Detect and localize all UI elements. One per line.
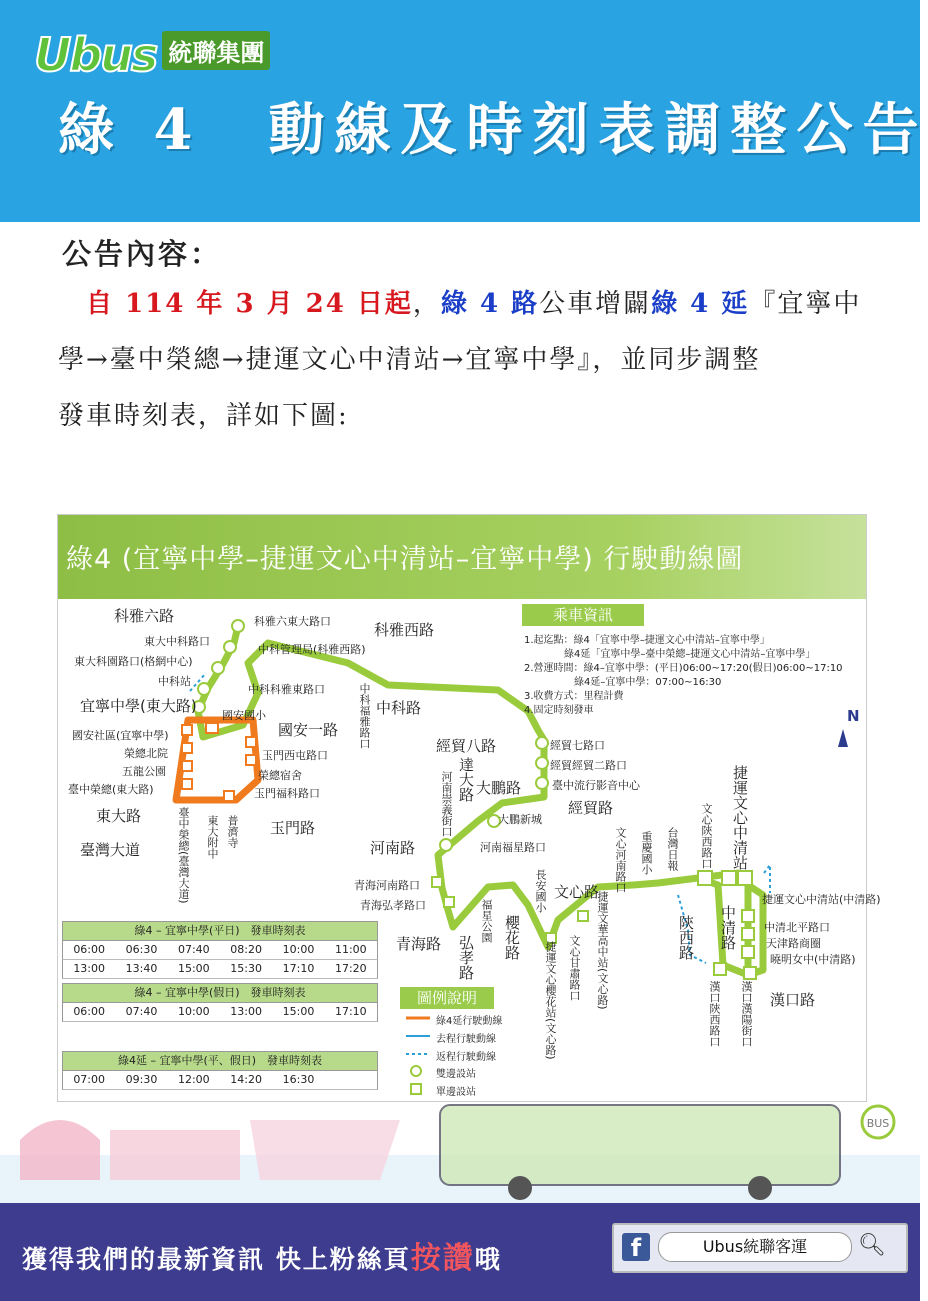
info-line: 綠4延「宜寧中學–臺中榮總–捷運文心中清站–宜寧中學」 — [524, 649, 816, 660]
stop-square — [742, 910, 754, 922]
stop-square — [206, 723, 218, 733]
comma: ， — [412, 289, 441, 319]
time-cell: 17:10 — [282, 962, 315, 975]
stop-square — [742, 946, 754, 958]
time-cell: 07:00 — [73, 1073, 106, 1086]
ubus-logo — [34, 28, 270, 82]
notice-heading: 公告內容： — [62, 237, 223, 271]
stop-square — [742, 928, 754, 940]
map-label: 中科管理局(科雅西路) — [258, 643, 366, 656]
decorative-illustration — [0, 1100, 920, 1203]
time-cell: 17:10 — [334, 1005, 367, 1018]
timetable-row — [62, 1003, 378, 1022]
logo-ubus-text: Ubus — [34, 28, 157, 82]
map-label: 玉門福科路口 — [254, 787, 320, 800]
map-label: 國安國小 — [222, 709, 266, 722]
time-cell: 07:40 — [177, 943, 210, 956]
facebook-search-field[interactable]: Ubus統聯客運 — [658, 1232, 852, 1262]
map-label: 曉明女中(中清路) — [770, 953, 856, 966]
map-label: 科雅六東大路口 — [254, 615, 331, 628]
stop-circle — [536, 737, 548, 749]
route-name: 綠 4 路 — [440, 289, 540, 319]
stop-circle — [232, 620, 244, 632]
stop-square — [698, 871, 712, 885]
footer-text-a: 獲得我們的最新資訊 快上粉絲頁 — [22, 1245, 411, 1274]
map-label: 東大中科路口 — [144, 635, 210, 648]
stop-square — [182, 743, 192, 753]
timetable-head: 綠4 – 宜寧中學(假日) 發車時刻表 — [62, 983, 378, 1003]
timetable-row — [62, 960, 378, 979]
map-label: 河南路 — [370, 839, 416, 857]
time-cell: 12:00 — [177, 1073, 210, 1086]
facebook-icon: f — [622, 1233, 650, 1261]
map-label: 普濟寺 — [226, 815, 239, 848]
map-label: 漢口漢陽街口 — [740, 981, 753, 1047]
map-label: 重慶國小 — [640, 831, 653, 875]
map-label: 宜寧中學(東大路) — [80, 697, 197, 715]
tree-shape — [20, 1120, 100, 1180]
map-label: 長安國小 — [534, 869, 547, 913]
legend-circle — [411, 1066, 421, 1076]
map-label: 經貿七路口 — [550, 739, 605, 752]
time-cell: 06:00 — [73, 1005, 106, 1018]
text-segment: 公車增闢 — [539, 289, 652, 319]
empty-cell — [325, 1071, 377, 1089]
map-label: 臺中榮總(東大路) — [68, 783, 154, 796]
time-cell: 15:00 — [282, 1005, 315, 1018]
map-label: 中清路 — [719, 905, 737, 950]
map-label: 大鵬新城 — [498, 813, 542, 826]
map-label: 東大科園路口(格網中心) — [74, 655, 193, 668]
legend-item: 返程行駛動線 — [436, 1052, 496, 1063]
map-label: 國安一路 — [278, 721, 339, 739]
timetable-head: 綠4延 – 宜寧中學(平、假日) 發車時刻表 — [62, 1051, 378, 1071]
time-cell: 13:40 — [125, 962, 158, 975]
text-segment: 『宜寧中 — [749, 289, 862, 319]
logo-group-text: 統聯集團 — [162, 31, 270, 70]
building-shape — [110, 1130, 240, 1180]
info-line: 3.收費方式：里程計費 — [524, 691, 624, 702]
map-label: 臺中榮總(臺灣大道) — [177, 807, 190, 904]
map-label: 天津路商圈 — [766, 937, 821, 950]
time-cell: 13:00 — [230, 1005, 262, 1018]
map-title: 綠4 (宜寧中學–捷運文心中清站–宜寧中學) 行駛動線圖 — [66, 544, 744, 575]
stop-square — [578, 911, 588, 921]
map-label: 捷運文心中清站(中清路) — [762, 893, 881, 906]
building-shape — [250, 1120, 400, 1180]
route-extension-name: 綠 4 延 — [651, 289, 750, 319]
map-label: 陝西路 — [677, 915, 695, 960]
stop-circle — [536, 777, 548, 789]
map-label: 國安社區(宜寧中學) — [72, 729, 169, 742]
timetable-extension — [62, 1051, 378, 1090]
time-cell: 09:30 — [125, 1073, 158, 1086]
legend-item: 去程行駛動線 — [436, 1034, 496, 1045]
map-label: 文心甘肅路口 — [568, 935, 581, 1001]
wheel — [508, 1176, 532, 1200]
map-label: 櫻花路 — [503, 915, 521, 960]
time-cell: 07:40 — [125, 1005, 158, 1018]
stop-square — [246, 737, 256, 747]
map-label: 臺灣大道 — [80, 841, 141, 859]
notice-paragraph-line-2: 學→臺中榮總→捷運文心中清站→宜寧中學』，並同步調整 — [58, 345, 761, 375]
map-label: 科雅西路 — [374, 621, 435, 639]
map-label: 漢口路 — [770, 991, 816, 1009]
stop-square — [738, 871, 752, 885]
info-line: 4.固定時刻發車 — [524, 705, 594, 716]
time-cell: 11:00 — [334, 943, 367, 956]
timetable-head: 綠4 – 宜寧中學(平日) 發車時刻表 — [62, 921, 378, 941]
time-cell: 13:00 — [73, 962, 106, 975]
map-label: 玉門路 — [270, 819, 316, 837]
stop-circle — [440, 839, 452, 851]
map-label: 科雅六路 — [114, 607, 175, 625]
map-label: 東大路 — [96, 807, 142, 825]
stop-square — [722, 871, 736, 885]
header-banner — [0, 0, 928, 222]
info-line: 綠4延–宜寧中學：07:00~16:30 — [524, 677, 722, 688]
time-cell: 06:30 — [125, 943, 158, 956]
map-label: 達大路 — [457, 757, 475, 802]
effective-date: 自 114 年 3 月 24 日起 — [86, 289, 413, 319]
map-label: 中清北平路口 — [764, 921, 830, 934]
map-label: 中科站 — [158, 675, 191, 688]
map-label: 五龍公園 — [122, 765, 166, 778]
time-cell: 15:00 — [177, 962, 210, 975]
map-label: 玉門西屯路口 — [262, 749, 328, 762]
legend-item: 雙邊設站 — [436, 1069, 476, 1080]
boarding-info-title: 乘車資訊 — [522, 604, 644, 626]
north-arrow — [838, 729, 848, 747]
wheel — [748, 1176, 772, 1200]
time-cell: 10:00 — [177, 1005, 210, 1018]
stop-square — [744, 967, 756, 979]
bus-shape — [440, 1105, 840, 1185]
map-label: 捷運文心中清站 — [731, 765, 749, 870]
map-label: 青海弘孝路口 — [360, 899, 426, 912]
map-label: 台灣日報 — [666, 827, 679, 871]
map-label: 大鵬路 — [476, 779, 522, 797]
stop-square — [714, 963, 726, 975]
time-cell: 06:00 — [73, 943, 106, 956]
stop-square — [182, 725, 192, 735]
time-cell: 14:20 — [230, 1073, 262, 1086]
map-label: 經貿經貿二路口 — [550, 759, 627, 772]
map-label: 河南崇義街口 — [440, 771, 453, 837]
stop-circle — [536, 757, 548, 769]
footer-banner — [0, 1203, 920, 1301]
legend-item: 綠4延行駛動線 — [436, 1016, 503, 1027]
map-label: 經貿路 — [568, 799, 614, 817]
stop-square — [246, 755, 256, 765]
facebook-search-box[interactable] — [612, 1223, 908, 1273]
footer-text-c: 哦 — [474, 1245, 502, 1274]
bus-sign-text: BUS — [866, 1117, 890, 1130]
stop-square — [444, 897, 454, 907]
legend-title: 圖例說明 — [400, 987, 494, 1009]
map-label: 榮總北院 — [124, 747, 168, 760]
page-title: 綠 4 動線及時刻表調整公告 — [58, 97, 928, 163]
legend-item: 單邊設站 — [436, 1087, 476, 1098]
route-blue-dotted-2 — [764, 865, 770, 893]
stop-square — [224, 791, 234, 801]
time-cell: 17:20 — [334, 962, 367, 975]
time-cell: 10:00 — [282, 943, 315, 956]
timetable-row — [62, 1071, 378, 1090]
map-label: 青海路 — [396, 935, 442, 953]
stop-square — [182, 761, 192, 771]
stop-circle — [212, 662, 224, 674]
stop-square — [432, 877, 442, 887]
map-label: 福星公園 — [480, 899, 493, 943]
map-label: 文心路 — [554, 883, 600, 901]
map-label: 榮總宿舍 — [258, 769, 302, 782]
stop-circle — [224, 641, 236, 653]
search-icon[interactable]: 🔍︎ — [858, 1233, 886, 1258]
info-line: 1.起迄點：綠4「宜寧中學–捷運文心中清站–宜寧中學」 — [524, 635, 770, 646]
stop-circle — [198, 683, 210, 695]
footer-like-highlight: 按讚 — [410, 1241, 475, 1276]
timetable-row — [62, 941, 378, 960]
map-label: 東大附中 — [206, 815, 219, 859]
map-label: 弘孝路 — [457, 935, 475, 980]
legend-square — [411, 1084, 421, 1094]
info-line: 2.營運時間：綠4–宜寧中學：(平日)06:00~17:20(假日)06:00~17:10 — [524, 663, 843, 674]
footer-text — [22, 1233, 502, 1277]
notice-paragraph-line-3: 發車時刻表，詳如下圖: — [58, 401, 349, 431]
timetable-weekday — [62, 921, 378, 979]
map-label: 青海河南路口 — [354, 879, 420, 892]
stop-square — [182, 779, 192, 789]
north-label: N — [847, 707, 860, 725]
map-label: 臺中流行影音中心 — [552, 779, 640, 792]
map-label: 中科科雅東路口 — [248, 683, 325, 696]
map-label: 捷運文華高中站(文心路) — [596, 891, 609, 1010]
map-label: 漢口陝西路口 — [708, 981, 721, 1047]
map-label: 文心陝西路口 — [700, 803, 713, 869]
time-cell: 16:30 — [282, 1073, 315, 1086]
timetable-holiday — [62, 983, 378, 1022]
map-label: 捷運文心櫻花站(文心路) — [544, 941, 557, 1060]
map-label: 中科路 — [376, 699, 422, 717]
time-cell: 15:30 — [230, 962, 262, 975]
map-label: 經貿八路 — [436, 737, 497, 755]
map-label: 中科福雅路口 — [358, 683, 371, 749]
time-cell: 08:20 — [230, 943, 262, 956]
route-map — [57, 514, 881, 1102]
notice-paragraph-line-1 — [58, 276, 868, 332]
map-label: 河南福星路口 — [480, 841, 546, 854]
map-label: 文心河南路口 — [614, 827, 627, 893]
